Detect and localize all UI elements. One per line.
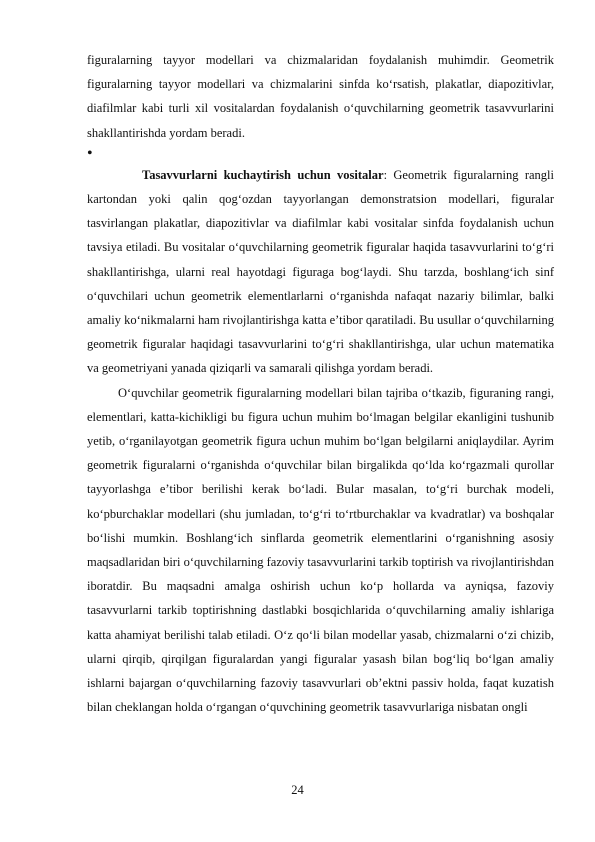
bullet-first-line: [87, 163, 554, 381]
page-number: 24: [291, 783, 304, 797]
bullet-body-text: : Geometrik figuralarning rangli kartondan yoki qalin qog‘ozdan tayyorlangan demonstratsion modellari, figuralar tasvirlangan plakatlar, diapozitivlar va diafilmlar kabi vositalar sinfda foydalanish uchun tavsiya etiladi. Bu vositalar o‘quvchilarning geometrik figuralar haqida tasavvurlarini to‘g‘ri shakllantirishga, ularni real hayotdagi figuraga bog‘laydi. Shu tarzda, boshlang‘ich sinf o‘quvchilari uchun geometrik elementlarlarni o‘rganishda nafaqat nazariy bilimlar, balki amaliy ko‘nikmalarni ham rivojlantirishga katta e’tibor qaratiladi. Bu usullar o‘quvchilarning geometrik figuralar haqidagi tasavvurlarini to‘g‘ri shakllantirishga, ular uchun matematika va geometriyani yanada qiziqarli va samarali qilishga yordam beradi.: [87, 167, 555, 376]
paragraph-main: O‘quvchilar geometrik figuralarning modellari bilan tajriba o‘tkazib, figuraning rangi, elementlari, katta-kichikligi bu figura uchun muhim bo‘lmagan belgilar ekanligini tushunib yetib, o‘rganilayotgan geometrik figura uchun muhim bo‘lgan belgilarni aniqlaydilar. Ayrim geometrik figuralarni o‘rganishda o‘quvchilar bilan birgalikda qo‘lda ko‘rgazmali qurollar tayyorlashga e’tibor berilishi kerak bo‘ladi. Bular masalan, to‘g‘ri burchak modeli, ko‘pburchaklar modellari (shu jumladan, to‘g‘ri to‘rtburchaklar va kvadratlar) va boshqalar bo‘lishi mumkin. Boshlang‘ich sinflarda geometrik elementlarini o‘rganishning asosiy maqsadlaridan biri o‘quvchilarning fazoviy tasavvurlarini tarkib toptirish va rivojlantirishdan iboratdir. Bu maqsadni amalga oshirish uchun ko‘p hollarda va ayniqsa, fazoviy tasavvurlarni tarkib toptirishning dastlabki bosqichlarida o‘quvchilarning amaliy ishlariga katta ahamiyat berilishi talab etiladi. O‘z qo‘li bilan modellar yasab, chizmalarni o‘zi chizib, ularni qirqib, qirqilgan figuralardan yangi figuralar yasash bilan bog‘liq bo‘lgan amaliy ishlarni bajargan o‘quvchilarning fazoviy tasavvurlari ob’ektni passiv holda, faqat kuzatish bilan cheklangan holda o‘rgangan o‘quvchining geometrik tasavvurlariga nisbatan ongli: [87, 385, 554, 715]
bullet-item: [87, 145, 554, 381]
bullet-lead-text: Tasavvurlarni kuchaytirish uchun vositalar: [142, 167, 384, 182]
bullet-dot-icon: •: [87, 144, 93, 162]
page-body: [87, 48, 554, 719]
paragraph-intro: figuralarning tayyor modellari va chizmalaridan foydalanish muhimdir. Geometrik figuralarning tayyor modellari va chizmalarini sinfda ko‘rsatish, plakatlar, diapozitivlar, diafilmlar kabi turli xil vositalardan foydalanish o‘quvchilarning geometrik tasavvurlarini shakllantirishda yordam beradi.: [87, 53, 554, 140]
